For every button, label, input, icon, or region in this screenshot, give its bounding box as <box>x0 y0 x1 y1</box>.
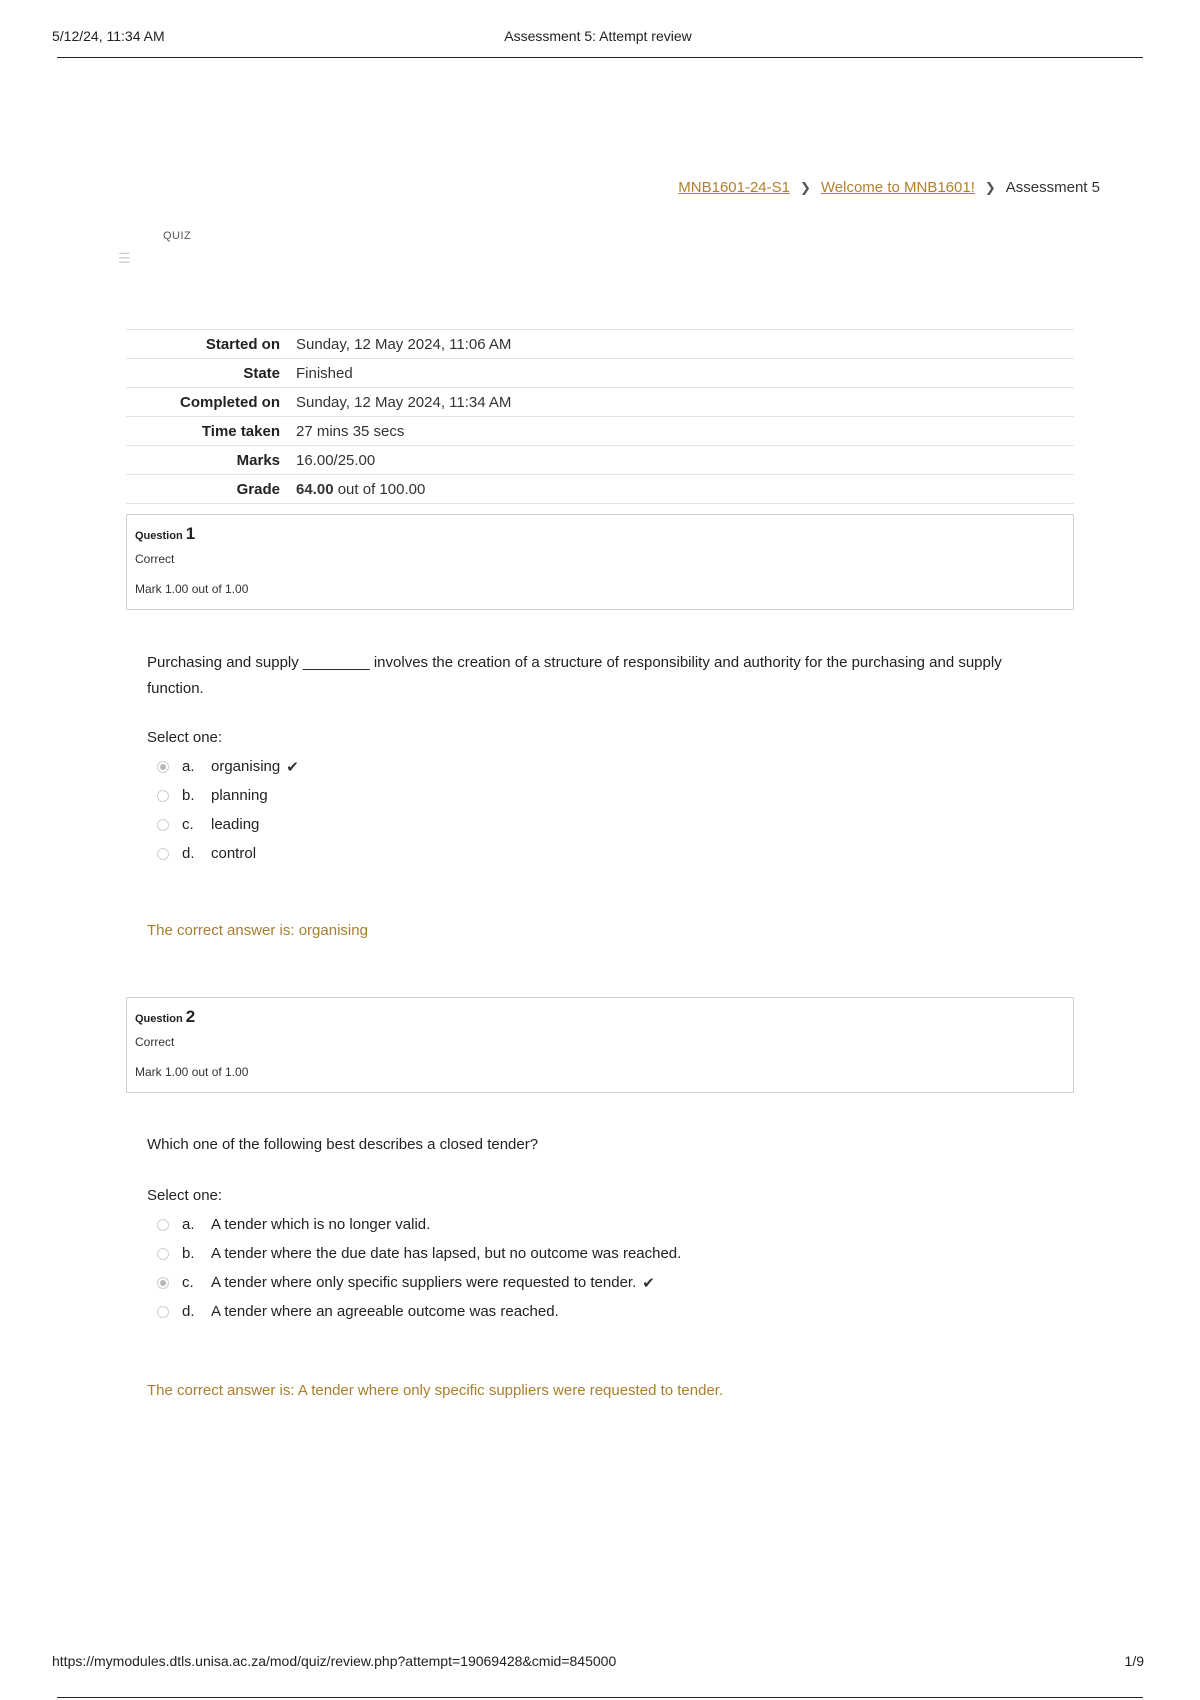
question-num: 2 <box>185 1007 196 1026</box>
answer-text: leading <box>211 816 260 833</box>
print-datetime: 5/12/24, 11:34 AM <box>52 28 165 44</box>
summary-label: Grade <box>236 480 280 498</box>
answer-text: planning <box>211 787 268 804</box>
summary-label: Started on <box>205 335 280 353</box>
breadcrumb-current: Assessment 5 <box>1005 179 1100 196</box>
answer-text: control <box>211 845 257 862</box>
answer-letter: a. <box>182 1216 195 1233</box>
answer-letter: c. <box>182 1274 194 1291</box>
chevron-right-icon: ❯ <box>800 179 811 195</box>
radio-button[interactable] <box>157 1219 169 1231</box>
summary-value: Sunday, 12 May 2024, 11:34 AM <box>296 393 512 411</box>
answer-text: A tender where the due date has lapsed, but no outcome was reached. <box>211 1245 682 1262</box>
answer-letter: d. <box>182 1303 195 1320</box>
summary-row-grade <box>126 475 1074 504</box>
question-text: Purchasing and supply ________ involves the creation of a structure of responsibility and authority for the purchasing and supply function. <box>147 654 1002 697</box>
question-num: 1 <box>185 524 196 543</box>
radio-button[interactable] <box>157 790 169 802</box>
summary-label: Time taken <box>201 422 280 440</box>
question-grade: Mark 1.00 out of 1.00 <box>135 1065 249 1079</box>
chevron-right-icon: ❯ <box>984 179 996 195</box>
summary-row-time-taken <box>126 417 1074 446</box>
answer-option[interactable] <box>147 1297 681 1326</box>
grade-score: 64.00 <box>296 480 334 498</box>
answer-letter: b. <box>182 1245 195 1262</box>
summary-row-marks <box>126 446 1074 475</box>
correct-answer-feedback: The correct answer is: organising <box>147 922 368 939</box>
print-footer <box>52 1653 1144 1669</box>
summary-value: Sunday, 12 May 2024, 11:06 AM <box>296 335 512 353</box>
quiz-icon: ☰ <box>118 250 131 266</box>
answer-option[interactable] <box>147 752 299 781</box>
select-one-prompt: Select one: <box>147 1187 223 1204</box>
summary-value: 16.00/25.00 <box>296 451 376 469</box>
print-url: https://mymodules.dtls.unisa.ac.za/mod/quiz/review.php?attempt=19069428&cmid=845000 <box>52 1653 617 1669</box>
answer-option[interactable] <box>147 1210 681 1239</box>
header-divider <box>57 57 1143 58</box>
print-page-title: Assessment 5: Attempt review <box>504 28 692 44</box>
radio-button[interactable] <box>157 761 169 773</box>
question-info-box <box>126 514 1074 610</box>
radio-button[interactable] <box>157 1277 169 1289</box>
question-label: Question <box>135 530 183 542</box>
radio-button[interactable] <box>157 1306 169 1318</box>
answer-letter: c. <box>182 816 194 833</box>
answer-option[interactable] <box>147 1239 681 1268</box>
summary-label: State <box>243 364 280 382</box>
answer-option[interactable] <box>147 839 299 868</box>
radio-button[interactable] <box>157 848 169 860</box>
footer-divider <box>57 1697 1143 1698</box>
summary-value: 27 mins 35 secs <box>296 422 405 440</box>
summary-row-state <box>126 359 1074 388</box>
question-number <box>135 524 195 544</box>
answer-list <box>147 752 299 868</box>
question-info-box <box>126 997 1074 1093</box>
answer-letter: b. <box>182 787 195 804</box>
summary-row-completed <box>126 388 1074 417</box>
breadcrumb <box>678 179 1100 196</box>
answer-text: A tender which is no longer valid. <box>211 1216 431 1233</box>
question-text: Which one of the following best describes a closed tender? <box>147 1136 539 1153</box>
answer-list <box>147 1210 681 1326</box>
answer-letter: d. <box>182 845 195 862</box>
answer-letter: a. <box>182 758 195 775</box>
answer-option[interactable] <box>147 1268 681 1297</box>
answer-text: organising <box>211 758 281 775</box>
question-state: Correct <box>135 552 175 566</box>
select-one-prompt: Select one: <box>147 729 223 746</box>
summary-label: Completed on <box>180 393 280 411</box>
question-number <box>135 1007 195 1027</box>
question-state: Correct <box>135 1035 175 1049</box>
answer-text: A tender where only specific suppliers were requested to tender. <box>211 1274 637 1291</box>
page-number: 1/9 <box>1124 1653 1144 1669</box>
radio-button[interactable] <box>157 1248 169 1260</box>
question-grade: Mark 1.00 out of 1.00 <box>135 582 249 596</box>
summary-label: Marks <box>236 451 280 469</box>
radio-button[interactable] <box>157 819 169 831</box>
checkmark-icon: ✔ <box>286 758 299 776</box>
answer-text: A tender where an agreeable outcome was reached. <box>211 1303 559 1320</box>
activity-type-label: QUIZ <box>163 230 192 242</box>
answer-option[interactable] <box>147 781 299 810</box>
answer-option[interactable] <box>147 810 299 839</box>
grade-out-of: out of 100.00 <box>333 480 426 498</box>
correct-answer-feedback: The correct answer is: A tender where only specific suppliers were requested to tender. <box>147 1382 724 1399</box>
summary-row-started <box>126 330 1074 359</box>
breadcrumb-section-link[interactable]: Welcome to MNB1601! <box>820 179 975 196</box>
summary-value <box>280 475 1074 504</box>
summary-value: Finished <box>296 364 353 382</box>
question-label: Question <box>135 1013 183 1025</box>
checkmark-icon: ✔ <box>642 1274 655 1292</box>
attempt-summary-table <box>126 329 1074 504</box>
breadcrumb-course-link[interactable]: MNB1601-24-S1 <box>678 179 790 196</box>
